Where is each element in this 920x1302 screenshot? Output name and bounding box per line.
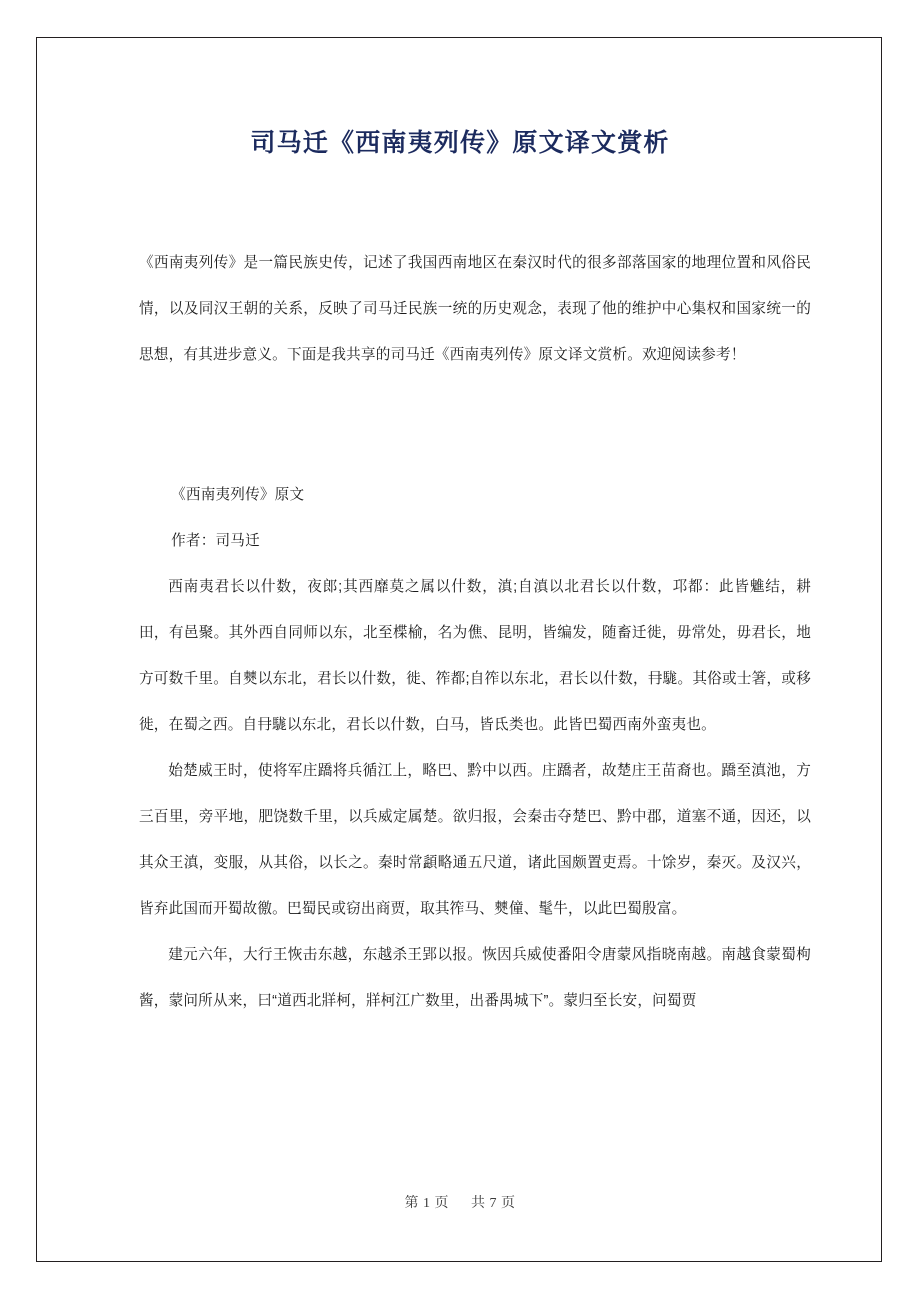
section-spacer	[139, 378, 811, 472]
page-footer	[37, 1192, 883, 1212]
body-paragraph-2: 始楚威王时，使将军庄蹻将兵循江上，略巴、黔中以西。庄蹻者，故楚庄王苗裔也。蹻至滇池，方三百里，旁平地，肥饶数千里，以兵威定属楚。欲归报，会秦击夺楚巴、黔中郡，道塞不通，因还，以其众王滇，变服，从其俗，以长之。秦时常頿略通五尺道，诸此国颇置吏焉。十馀岁，秦灭。及汉兴，皆弃此国而开蜀故徼。巴蜀民或窃出商贾，取其筰马、僰僮、髦牛，以此巴蜀殷富。	[139, 763, 811, 917]
footer-total-pages: 共 7 页	[471, 1196, 516, 1211]
footer-current-page: 第 1 页	[404, 1196, 449, 1211]
section-heading: 《西南夷列传》原文	[171, 487, 305, 503]
intro-paragraph: 《西南夷列传》是一篇民族史传，记述了我国西南地区在秦汉时代的很多部落国家的地理位置和风俗民情，以及同汉王朝的关系，反映了司马迁民族一统的历史观念，表现了他的维护中心集权和国家统一的思想，有其进步意义。下面是我共享的司马迁《西南夷列传》原文译文赏析。欢迎阅读参考！	[139, 255, 811, 363]
body-paragraph-1: 西南夷君长以什数，夜郎;其西靡莫之属以什数，滇;自滇以北君长以什数，邛都：此皆魋结，耕田，有邑聚。其外西自同师以东，北至楪榆，名为僬、昆明，皆编发，随畜迁徙，毋常处，毋君长，地方可数千里。自僰以东北，君长以什数，徙、筰都;自筰以东北，君长以什数，冄駹。其俗或士箸，或移徙，在蜀之西。自冄駹以东北，君长以什数，白马，皆氐类也。此皆巴蜀西南外蛮夷也。	[139, 579, 811, 733]
page-content	[37, 38, 883, 1263]
document-body	[139, 240, 811, 1024]
page-title: 司马迁《西南夷列传》原文译文赏析	[250, 129, 670, 157]
page-border-frame	[36, 37, 882, 1262]
body-paragraph-3: 建元六年，大行王恢击东越，东越杀王郢以报。恢因兵威使番阳令唐蒙风指晓南越。南越食蒙蜀枸酱，蒙问所从来，曰“道西北牂柯，牂柯江广数里，出番禺城下”。蒙归至长安，问蜀贾	[139, 947, 811, 1009]
author-line: 作者：司马迁	[171, 533, 260, 549]
